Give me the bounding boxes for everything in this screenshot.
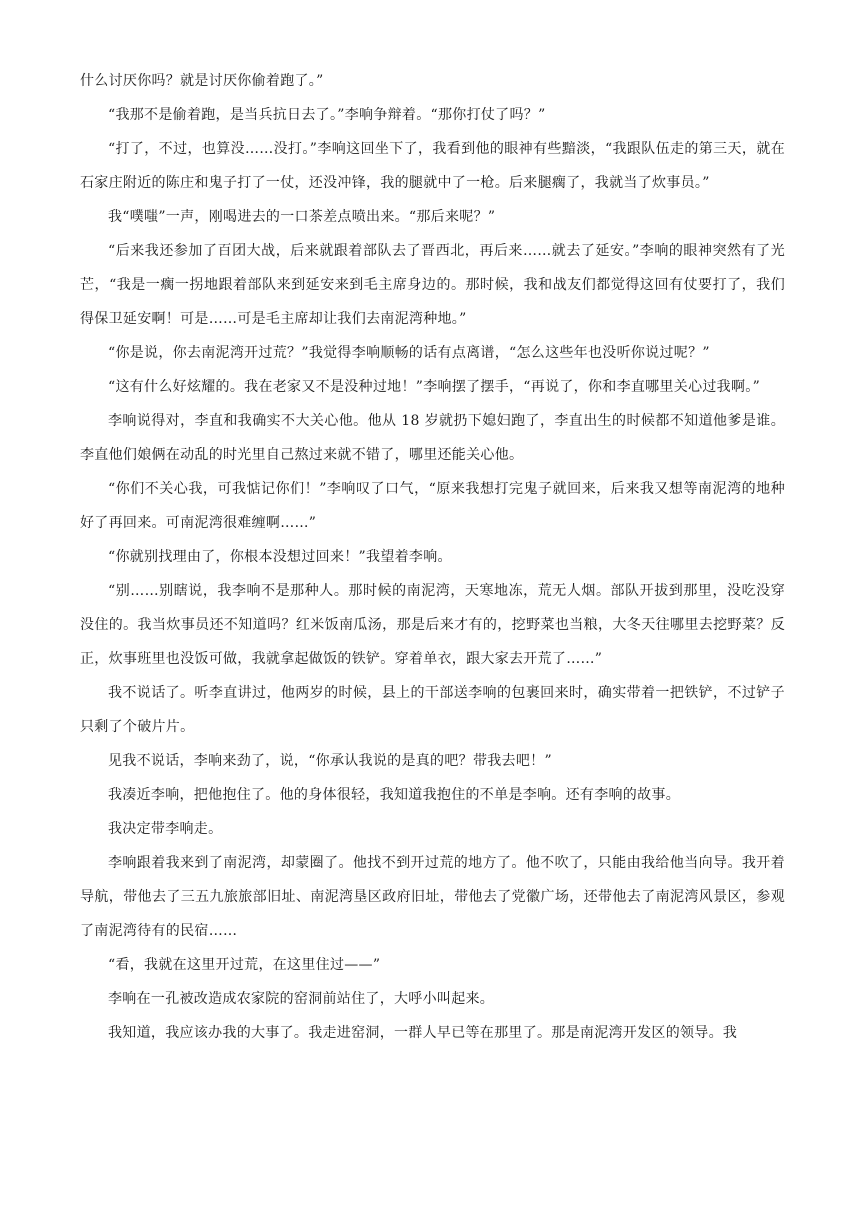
paragraph-9: “你们不关心我，可我惦记你们！”李响叹了口气，“原来我想打完鬼子就回来，后来我又想等南泥湾的地种好了再回来。可南泥湾很难缠啊……” — [80, 481, 785, 531]
paragraph-7: “这有什么好炫耀的。我在老家又不是没种过地！”李响摆了摆手，“再说了，你和李直哪里关心过我啊。” — [108, 379, 761, 395]
paragraph-4: 我“噗嗤”一声，刚喝进去的一口茶差点喷出来。“那后来呢？” — [108, 209, 496, 225]
paragraph-11: “别……别瞎说，我李响不是那种人。那时候的南泥湾，天寒地冻，荒无人烟。部队开拔到那里，没吃没穿没住的。我当炊事员还不知道吗？红米饭南瓜汤，那是后来才有的，挖野菜也当粮，大冬天往哪里去挖野菜？反正，炊事班里也没饭可做，我就拿起做饭的铁铲。穿着单衣，跟大家去开荒了……” — [80, 583, 785, 667]
paragraph-1: 什么讨厌你吗？就是讨厌你偷着跑了。” — [80, 73, 324, 89]
paragraph-6: “你是说，你去南泥湾开过荒？”我觉得李响顺畅的话有点离谱，“怎么这些年也没听你说过呢？” — [108, 345, 710, 361]
document-body — [80, 64, 785, 1050]
paragraph-13: 见我不说话，李响来劲了，说，“你承认我说的是真的吧？带我去吧！” — [108, 753, 552, 769]
paragraph-10: “你就别找理由了，你根本没想过回来！”我望着李响。 — [108, 549, 452, 565]
paragraph-19: 我知道，我应该办我的大事了。我走进窑洞，一群人早已等在那里了。那是南泥湾开发区的领导。我 — [108, 1025, 738, 1041]
paragraph-2: “我那不是偷着跑，是当兵抗日去了。”李响争辩着。“那你打仗了吗？” — [108, 107, 546, 123]
paragraph-8: 李响说得对，李直和我确实不大关心他。他从 18 岁就扔下媳妇跑了，李直出生的时候都不知道他爹是谁。李直他们娘俩在动乱的时光里自己熬过来就不错了，哪里还能关心他。 — [80, 413, 785, 463]
paragraph-18: 李响在一孔被改造成农家院的窑洞前站住了，大呼小叫起来。 — [108, 991, 495, 1007]
paragraph-5: “后来我还参加了百团大战，后来就跟着部队去了晋西北，再后来……就去了延安。”李响的眼神突然有了光芒，“我是一瘸一拐地跟着部队来到延安来到毛主席身边的。那时候，我和战友们都觉得这回有仗要打了，我们得保卫延安啊！可是……可是毛主席却让我们去南泥湾种地。” — [80, 243, 785, 327]
paragraph-12: 我不说话了。听李直讲过，他两岁的时候，县上的干部送李响的包裹回来时，确实带着一把铁铲，不过铲子只剩了个破片片。 — [80, 685, 785, 735]
paragraph-16: 李响跟着我来到了南泥湾，却蒙圈了。他找不到开过荒的地方了。他不吹了，只能由我给他当向导。我开着导航，带他去了三五九旅旅部旧址、南泥湾垦区政府旧址，带他去了党徽广场，还带他去了南泥湾风景区，参观了南泥湾待有的民宿…… — [80, 855, 785, 939]
paragraph-15: 我决定带李响走。 — [108, 821, 223, 837]
paragraph-14: 我凑近李响，把他抱住了。他的身体很轻，我知道我抱住的不单是李响。还有李响的故事。 — [108, 787, 680, 803]
paragraph-17: “看，我就在这里开过荒，在这里住过——” — [108, 957, 381, 973]
paragraph-3: “打了，不过，也算没……没打。”李响这回坐下了，我看到他的眼神有些黯淡，“我跟队伍走的第三天，就在石家庄附近的陈庄和鬼子打了一仗，还没冲锋，我的腿就中了一枪。后来腿瘸了，我就当了炊事员。” — [80, 141, 785, 191]
